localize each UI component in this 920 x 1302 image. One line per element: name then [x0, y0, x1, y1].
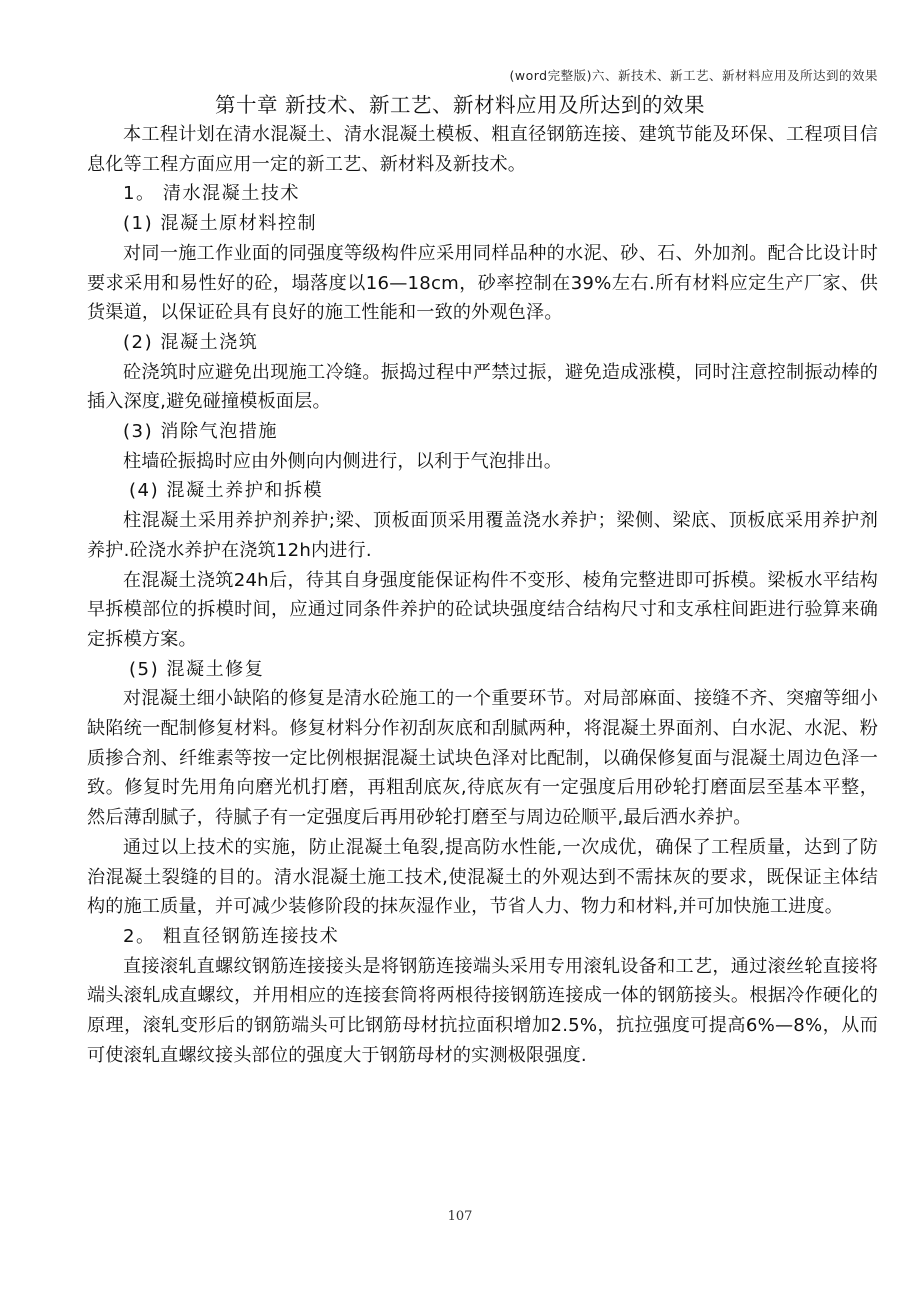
subsection-5-paragraph: 对混凝土细小缺陷的修复是清水砼施工的一个重要环节。对局部麻面、接缝不齐、突瘤等细小缺陷统一配制修复材料。修复材料分作初刮灰底和刮腻两种，将混凝土界面剂、白水泥、水泥、粉质掺合剂、纤维素等按一定比例根据混凝土试块色泽对比配制，以确保修复面与混凝土周边色泽一致。修复时先用角向磨光机打磨，再粗刮底灰,待底灰有一定强度后用砂轮打磨面层至基本平整，然后薄刮腻子，待腻子有一定强度后再用砂轮打磨至与周边砼顺平,最后洒水养护。	[87, 688, 878, 829]
subsection-4-heading: (4) 混凝土养护和拆模	[129, 480, 324, 502]
subsection-4-paragraph-1: 柱混凝土采用养护剂养护;梁、顶板面顶采用覆盖浇水养护；梁侧、梁底、顶板底采用养护剂养护.砼浇水养护在浇筑12h内进行.	[87, 510, 878, 561]
subsection-1-heading: (1) 混凝土原材料控制	[123, 213, 318, 235]
intro-paragraph: 本工程计划在清水混凝土、清水混凝土模板、粗直径钢筋连接、建筑节能及环保、工程项目信息化等工程方面应用一定的新工艺、新材料及新技术。	[87, 124, 878, 175]
subsection-3-heading: (3) 消除气泡措施	[123, 421, 278, 443]
subsection-2-paragraph: 砼浇筑时应避免出现施工冷缝。振捣过程中严禁过振，避免造成涨模，同时注意控制振动棒的插入深度,避免碰撞模板面层。	[87, 361, 878, 413]
section-1-summary-paragraph: 通过以上技术的实施，防止混凝土龟裂,提高防水性能,一次成优，确保了工程质量，达到了防治混凝土裂缝的目的。清水混凝土施工技术,使混凝土的外观达到不需抹灰的要求，既保证主体结构的施工质量，并可减少装修阶段的抹灰湿作业，节省人力、物力和材料,并可加快施工进度。	[87, 836, 878, 918]
section-2-paragraph: 直接滚轧直螺纹钢筋连接接头是将钢筋连接端头采用专用滚轧设备和工艺，通过滚丝轮直接将端头滚轧成直螺纹，并用相应的连接套筒将两根待接钢筋连接成一体的钢筋接头。根据冷作硬化的原理，滚轧变形后的钢筋端头可比钢筋母材抗拉面积增加2.5%，抗拉强度可提高6%—8%，从而可使滚轧直螺纹接头部位的强度大于钢筋母材的实测极限强度.	[87, 955, 878, 1066]
subsection-3-paragraph: 柱墙砼振捣时应由外侧向内侧进行，以利于气泡排出。	[123, 450, 563, 472]
page-number: 107	[447, 1209, 473, 1224]
body-text	[87, 120, 878, 1071]
running-header: (word完整版)六、新技术、新工艺、新材料应用及所达到的效果	[509, 68, 878, 83]
subsection-2-heading: (2) 混凝土浇筑	[123, 331, 259, 353]
section-2-heading: 2。 粗直径钢筋连接技术	[123, 925, 340, 947]
section-1-heading: 1。 清水混凝土技术	[123, 183, 301, 205]
subsection-4-paragraph-2: 在混凝土浇筑24h后，待其自身强度能保证构件不变形、棱角完整进即可拆模。梁板水平结构早拆模部位的拆模时间，应通过同条件养护的砼试块强度结合结构尺寸和支承柱间距进行验算来确定拆模方案。	[87, 569, 878, 650]
subsection-1-paragraph: 对同一施工作业面的同强度等级构件应采用同样品种的水泥、砂、石、外加剂。配合比设计时要求采用和易性好的砼，塌落度以16—18cm，砂率控制在39%左右.所有材料应定生产厂家、供货渠道，以保证砼具有良好的施工性能和一致的外观色泽。	[87, 242, 878, 324]
subsection-5-heading: (5) 混凝土修复	[129, 658, 265, 680]
chapter-title: 第十章 新技术、新工艺、新材料应用及所达到的效果	[214, 93, 705, 117]
